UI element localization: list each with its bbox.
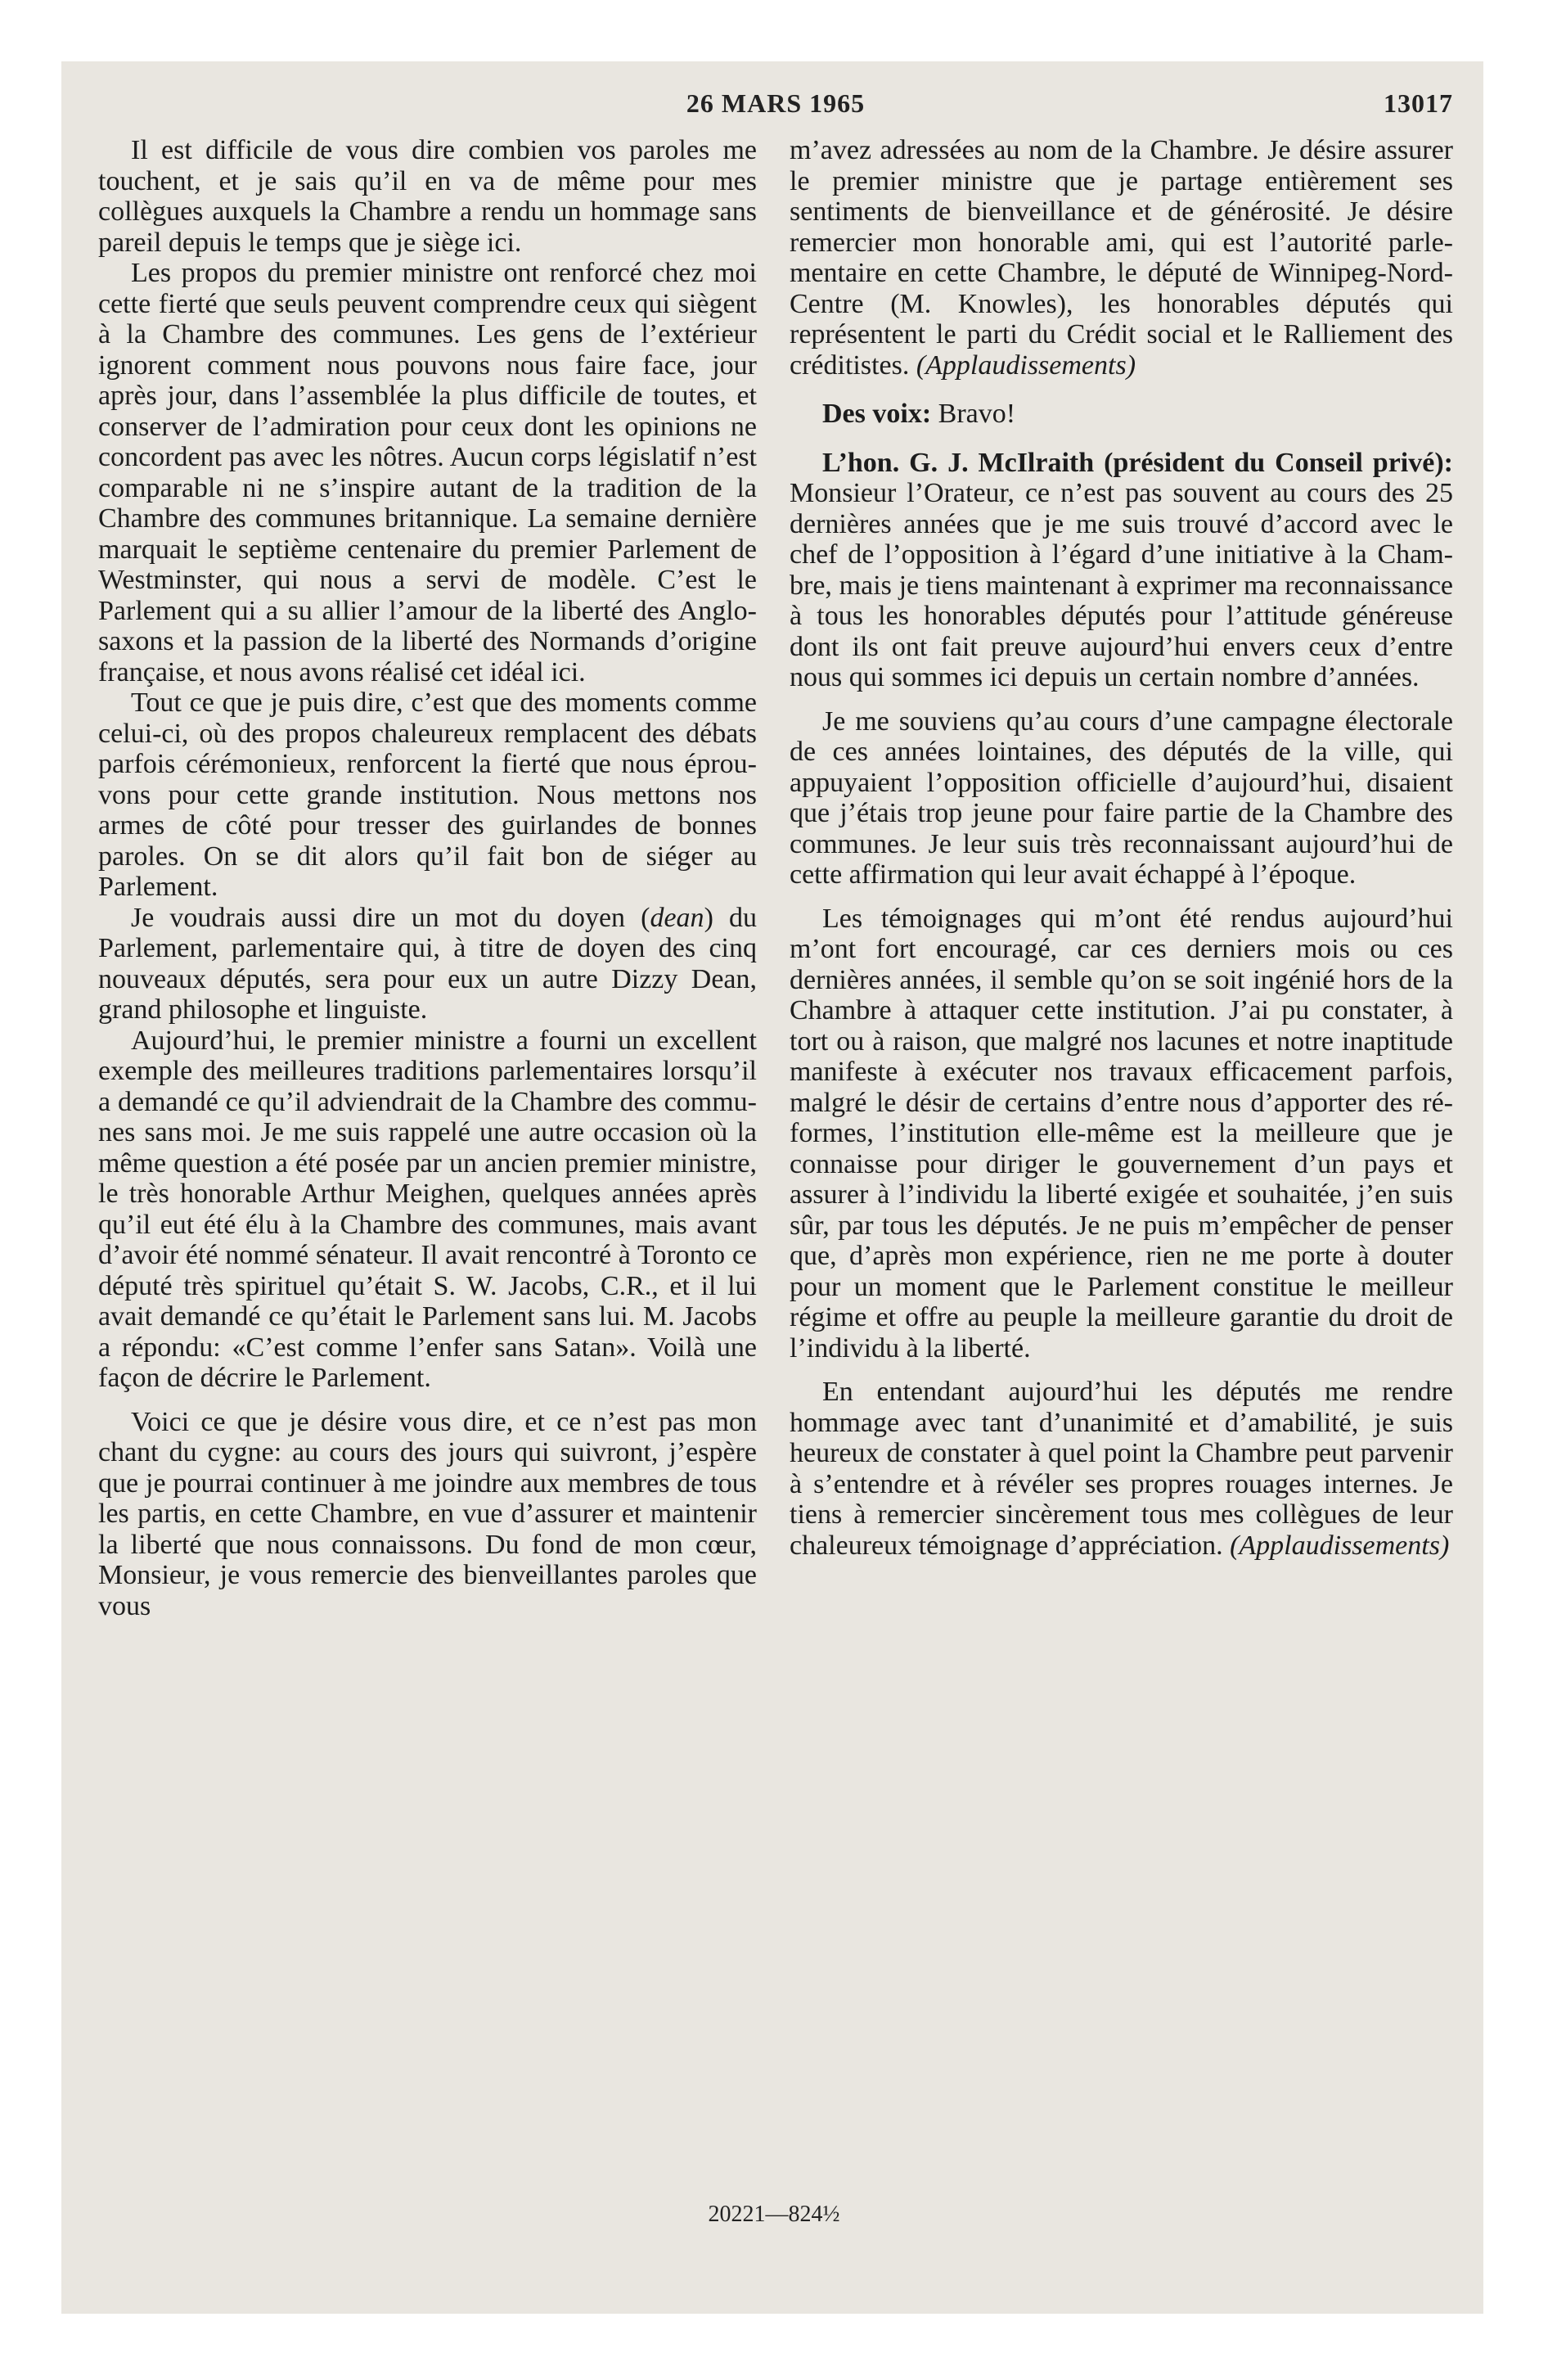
speaker-paragraph xyxy=(790,448,1453,693)
paragraph: Les témoignages qui m’ont été rendus aujourd’hui m’ont fort encouragé, car ces derniers mois ou ces dernières années, il semble qu’on se soit ingénié hors de la Chambre à attaquer cette institution. J’ai pu constater, à tort ou à raison, que malgré nos lacunes et notre inaptitude manifeste à exécuter nos travaux efficacement parfois, malgré le désir de certains d’entre nous d’apporter des réformes, l’institution elle-même est la meilleure que je connaisse pour diriger le gouvernement d’un pays et assurer à l’individu la liberté exigée et souhaitée, j’en suis sûr, par tous les députés. Je ne puis m’empêcher de penser que, d’après mon expérience, rien ne me porte à douter pour un moment que le Parlement constitue le meilleur régime et offre au peuple la meilleure garantie du droit de l’individu à la liberté. xyxy=(790,903,1453,1364)
page-number: 13017 xyxy=(1384,88,1453,118)
text-run: Je voudrais aussi dire un mot du doyen ( xyxy=(131,902,650,933)
right-column xyxy=(790,135,1453,1561)
text-run: ) du Parlement, parlementaire qui, à titre de doyen des cinq nouveaux députés, sera pour eux un autre Dizzy Dean, grand philosophe et linguiste. xyxy=(98,902,757,1025)
left-column xyxy=(98,135,757,1621)
applause-note: (Applaudissements) xyxy=(1230,1530,1450,1561)
paragraph: Je me souviens qu’au cours d’une campagne électorale de ces années lointaines, des députés de la ville, qui appuyaient l’opposition officielle d’aujourd’hui, disaient que j’étais trop jeune pour faire partie de la Chambre des communes. Je leur suis très reconnaissant aujourd’hui de cette affirmation qui leur avait échappé à l’époque. xyxy=(790,705,1453,890)
text-run: Bravo! xyxy=(931,399,1016,429)
printer-signature: 20221—824½ xyxy=(708,2202,840,2227)
speaker-paragraph xyxy=(790,399,1453,430)
page-header xyxy=(98,88,1453,137)
paragraph xyxy=(98,903,757,1025)
paragraph: Il est difficile de vous dire combien vos paroles me touchent, et je sais qu’il en va de même pour mes collègues auxquels la Chambre a rendu un hommage sans pareil depuis le temps que je siège ici. xyxy=(98,135,757,258)
speaker-name: Des voix: xyxy=(822,399,932,429)
paragraph xyxy=(790,1377,1453,1561)
italic-term: dean xyxy=(650,902,704,933)
applause-note: (Applaudissements) xyxy=(916,349,1136,381)
paragraph: Aujourd’hui, le premier ministre a fourni un excellent exemple des meilleures traditions parlementaires lorsqu’il a demandé ce qu’il adviendrait de la Chambre des communes sans moi. Je me suis rappelé une autre occasion où la même question a été posée par un ancien premier ministre, le très honorable Arthur Meighen, quelques années après qu’il eut été élu à la Chambre des communes, mais avant d’avoir été nommé sénateur. Il avait rencontré à Toronto ce député très spirituel qu’était S. W. Jacobs, C.R., et il lui avait demandé ce qu’était le Parlement sans lui. M. Jacobs a répondu: «C’est comme l’enfer sans Satan». Voilà une façon de décrire le Parlement. xyxy=(98,1025,757,1393)
text-run: m’avez adressées au nom de la Chambre. Je désire assurer le premier ministre que je partage entièrement ses sentiments de bienveillance et de générosité. Je désire remercier mon honorable ami, qui est l’autorité parlementaire en cette Chambre, le député de Winnipeg-Nord-Centre (M. Knowles), les honorables députés qui représentent le parti du Crédit social et le Ralliement des créditistes. xyxy=(790,135,1453,381)
paragraph xyxy=(790,135,1453,381)
header-date: 26 MARS 1965 xyxy=(686,88,866,118)
paragraph: Voici ce que je désire vous dire, et ce n’est pas mon chant du cygne: au cours des jours qui suivront, j’espère que je pourrai continuer à me joindre aux membres de tous les partis, en cette Chambre, en vue d’assurer et maintenir la liberté que nous connaissons. Du fond de mon cœur, Monsieur, je vous remercie des bienveillantes paroles que vous xyxy=(98,1406,757,1621)
text-run: Monsieur l’Orateur, ce n’est pas souvent au cours des 25 dernières années que je me suis trouvé d’accord avec le chef de l’opposition à l’égard d’une initiative à la Chambre, mais je tiens maintenant à exprimer ma reconnaissance à tous les honorables députés pour l’attitude généreuse dont ils ont fait preuve aujourd’hui envers ceux d’entre nous qui sommes ici depuis un certain nombre d’années. xyxy=(790,478,1453,692)
paragraph: Les propos du premier ministre ont renforcé chez moi cette fierté que seuls peuvent comprendre ceux qui siègent à la Chambre des communes. Les gens de l’extérieur ignorent comment nous pouvons nous faire face, jour après jour, dans l’assemblée la plus difficile de toutes, et conserver de l’admiration pour ceux dont les opinions ne concordent pas avec les nôtres. Aucun corps législatif n’est comparable ni ne s’inspire autant de la tradition de la Chambre des communes britannique. La semaine dernière marquait le septième centenaire du premier Parlement de Westminster, qui nous a servi de modèle. C’est le Parlement qui a su allier l’amour de la liberté des Anglo-saxons et la passion de la liberté des Normands d’origine française, et nous avons réalisé cet idéal ici. xyxy=(98,258,757,687)
text-run: En entendant aujourd’hui les députés me rendre hommage avec tant d’unanimité et d’amabilité, je suis heureux de constater à quel point la Chambre peut parvenir à s’entendre et à révéler ses propres rouages internes. Je tiens à remercier sincèrement tous mes collègues de leur chaleureux témoignage d’appréciation. xyxy=(790,1377,1453,1561)
speaker-name: L’hon. G. J. McIlraith (président du Conseil privé): xyxy=(822,447,1453,478)
paragraph: Tout ce que je puis dire, c’est que des moments comme celui-ci, où des propos chaleureux remplacent des débats parfois cérémonieux, renforcent la fierté que nous éprouvons pour cette grande institution. Nous mettons nos armes de côté pour tresser des guirlandes de bonnes paroles. On se dit alors qu’il fait bon de siéger au Parlement. xyxy=(98,687,757,902)
